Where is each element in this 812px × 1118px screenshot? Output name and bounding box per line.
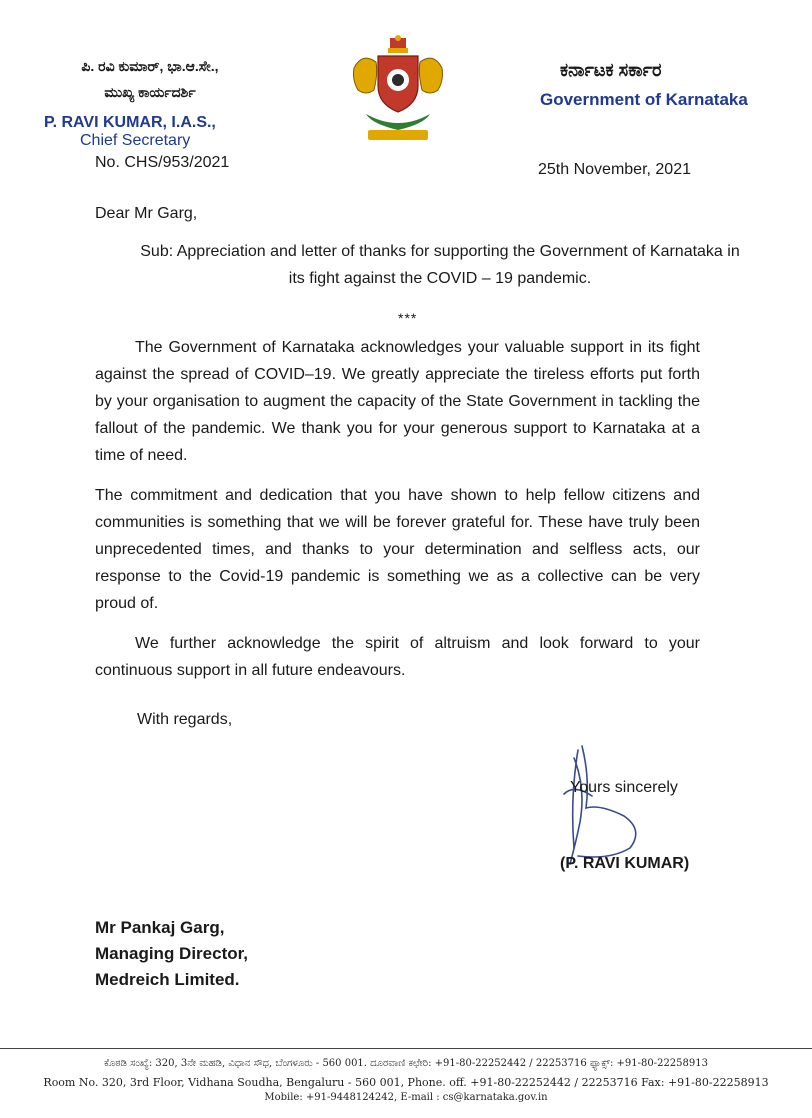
closing: With regards, [137, 711, 233, 728]
recipient-designation: Managing Director, [95, 944, 249, 963]
signer-name: (P. RAVI KUMAR) [560, 855, 690, 872]
paragraph-1: The Government of Karnataka acknowledges your valuable support in its fight against the spread of COVID–19. We greatly appreciate the tireless efforts put forth by your organisation to augment the capacity of the State Government in tackling the fallout of the pandemic. We thank you for your generous support to Karnataka at a time of need. [95, 339, 700, 464]
english-government: Government of Karnataka [540, 90, 748, 109]
english-name: P. RAVI KUMAR, I.A.S., [44, 114, 216, 131]
footer-contact: Mobile: +91-9448124242, E-mail : cs@karnataka.gov.in [264, 1092, 548, 1103]
separator: *** [398, 310, 418, 326]
footer-divider [0, 1048, 812, 1049]
subject-line: Sub: Appreciation and letter of thanks for supporting the Government of Karnataka in its fight against the COVID – 19 pandemic. [140, 243, 740, 287]
karnataka-emblem-icon [348, 34, 448, 146]
kannada-government: ಕರ್ನಾಟಕ ಸರ್ಕಾರ [560, 60, 662, 80]
sign-off: Yours sincerely [570, 779, 678, 796]
paragraph-3: We further acknowledge the spirit of altruism and look forward to your continuous support in all future endeavours. [95, 635, 700, 679]
salutation: Dear Mr Garg, [95, 205, 198, 222]
footer-kannada-address: ಕೊಠಡಿ ಸಂಖ್ಯೆ: 320, 3ನೇ ಮಹಡಿ, ವಿಧಾನ ಸೌಧ, ಬೆಂಗಳೂರು - 560 001. ದೂರವಾಣಿ ಕಛೇರಿ: +91-80-22252442 / 22253716 ಫ್ಯಾಕ್ಸ್: +91-80-22258913 [104, 1058, 708, 1069]
kannada-name: ಪಿ. ರವಿ ಕುಮಾರ್, ಭಾ.ಆ.ಸೇ., [81, 58, 219, 74]
paragraph-2: The commitment and dedication that you have shown to help fellow citizens and communities is something that we will be forever grateful for. These have truly been unprecedented times, and thanks to your determination and selfless acts, our response to the Covid-19 pandemic is something we as a collective can be very proud of. [95, 487, 700, 612]
english-title: Chief Secretary [80, 132, 191, 149]
recipient-name: Mr Pankaj Garg, [95, 918, 225, 937]
kannada-title: ಮುಖ್ಯ ಕಾರ್ಯದರ್ಶಿ [104, 84, 196, 100]
recipient-company: Medreich Limited. [95, 970, 240, 989]
reference-number: No. CHS/953/2021 [95, 154, 230, 171]
footer-english-address: Room No. 320, 3rd Floor, Vidhana Soudha, Bengaluru - 560 001, Phone. off. +91-80-22252442 / 22253716 Fax: +91-80-22258913 [43, 1076, 769, 1089]
letter-date: 25th November, 2021 [538, 161, 691, 178]
